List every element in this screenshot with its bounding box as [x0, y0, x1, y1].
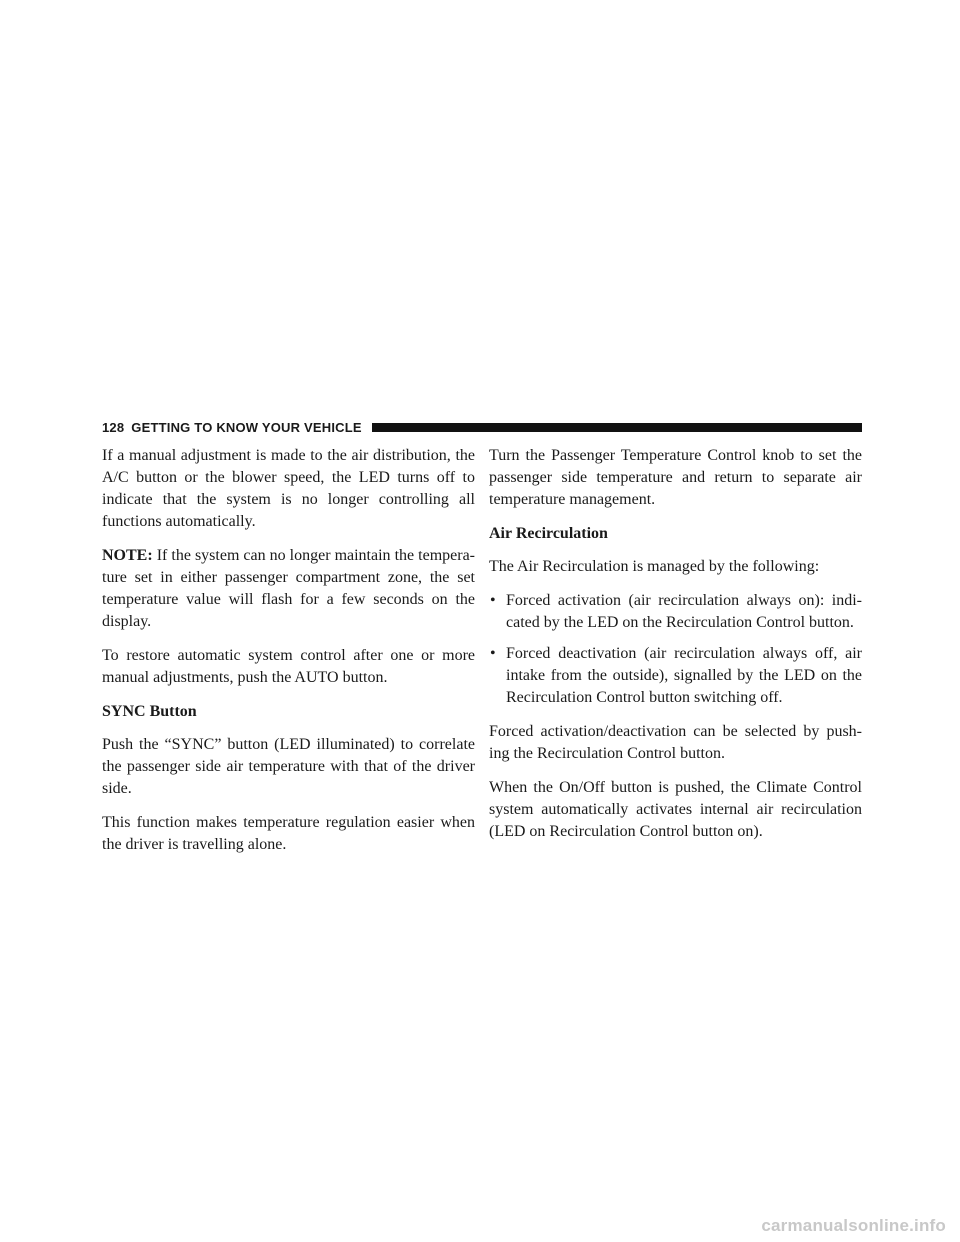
section-title: GETTING TO KNOW YOUR VEHICLE — [131, 419, 362, 435]
heading-air-recirculation: Air Recirculation — [489, 525, 608, 542]
note-paragraph — [102, 545, 475, 633]
paragraph-sync-benefit: This function makes temperature regulation easier when the driver is travelling alone. — [102, 814, 475, 853]
list-item — [489, 590, 862, 634]
left-column — [102, 445, 475, 868]
list-item — [489, 643, 862, 709]
paragraph-recirc-intro: The Air Recirculation is managed by the following: — [489, 558, 820, 575]
recirc-bullet-list — [489, 590, 862, 709]
note-label: NOTE: — [102, 547, 153, 564]
list-item-text: Forced activation (air recirculation always on): indi-cated by the LED on the Recirculation Control button. — [506, 592, 862, 631]
paragraph-passenger-temp: Turn the Passenger Temperature Control knob to set the passenger side temperature and return to separate air temperature management. — [489, 447, 862, 508]
note-text: If the system can no longer maintain the tempera-ture set in either passenger compartment zone, the set temperature value will flash for a few seconds on the display. — [102, 547, 475, 630]
paragraph-onoff: When the On/Off button is pushed, the Climate Control system automatically activates internal air recirculation (LED on Recirculation Control button on). — [489, 779, 862, 840]
bullet-icon: • — [490, 645, 496, 662]
paragraph-manual-adjustment: If a manual adjustment is made to the air distribution, the A/C button or the blower speed, the LED turns off to indicate that the system is no longer controlling all functions automatically. — [102, 447, 475, 530]
heading-sync-button: SYNC Button — [102, 703, 197, 720]
paragraph-forced-activation: Forced activation/deactivation can be selected by push-ing the Recirculation Control button. — [489, 723, 862, 762]
bullet-icon: • — [490, 592, 496, 609]
right-column — [489, 445, 862, 855]
paragraph-restore-auto: To restore automatic system control after one or more manual adjustments, push the AUTO button. — [102, 647, 475, 686]
watermark: carmanualsonline.info — [761, 1216, 946, 1235]
page-header — [102, 417, 862, 437]
list-item-text: Forced deactivation (air recirculation always off, air intake from the outside), signalled by the LED on the Recirculation Control button switching off. — [506, 645, 862, 706]
page-number: 128 — [102, 419, 125, 435]
header-rule — [372, 423, 862, 432]
paragraph-sync: Push the “SYNC” button (LED illuminated) to correlate the passenger side air temperature with that of the driver side. — [102, 736, 475, 797]
